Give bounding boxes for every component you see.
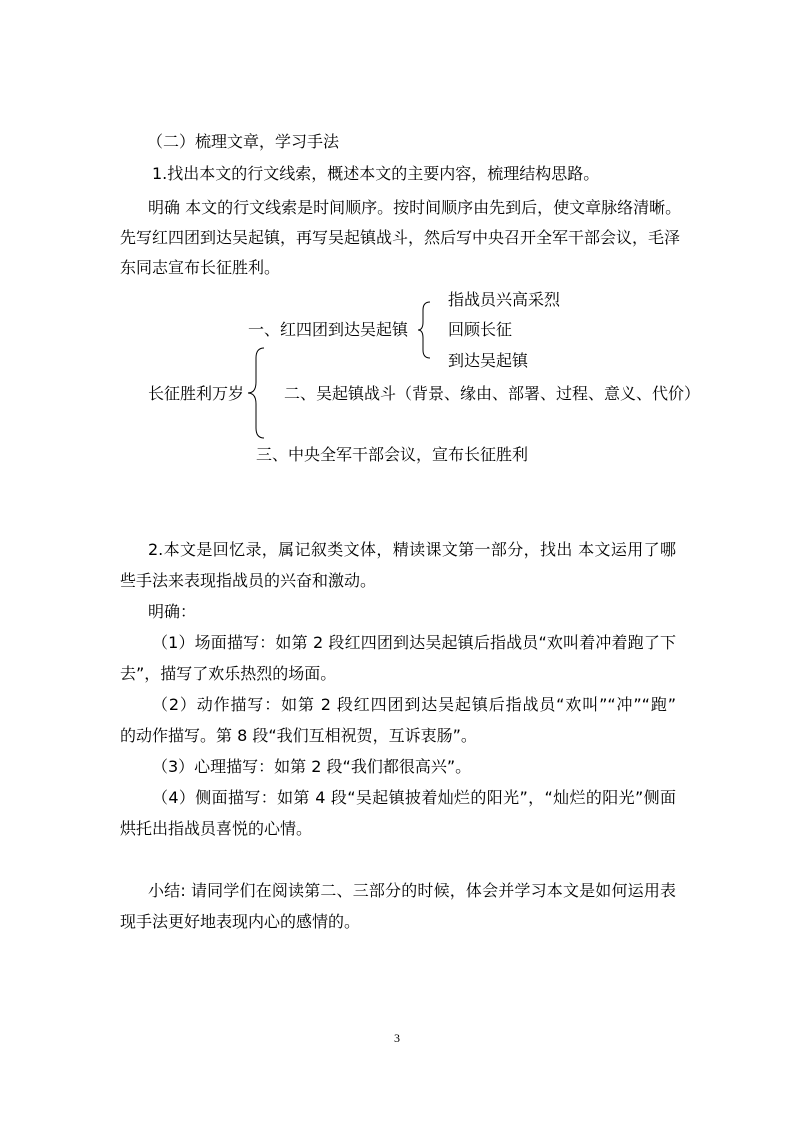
answer-1-line-2: 先写红四团到达吴起镇，再写吴起镇战斗，然后写中央召开全军干部会议，毛泽: [120, 228, 681, 247]
page-number: 3: [394, 1031, 400, 1045]
question-2-line-2: 些手法来表现指战员的兴奋和激动。: [120, 571, 377, 590]
section-heading: （二）梳理文章，学习手法: [147, 132, 340, 151]
point-2-line-2: 的动作描写。第 8 段“我们互相祝贺，互诉衷肠”。: [120, 726, 477, 745]
point-1-line-2: 去”，描写了欢乐热烈的场面。: [120, 664, 337, 683]
outline-part-2: 二、吴起镇战斗（背景、缘由、部署、过程、意义、代价）: [284, 384, 701, 403]
outline-sub-2: 回顾长征: [448, 320, 513, 339]
answer-1-line-1: 明确 本文的行文线索是时间顺序。按时间顺序由先到后，使文章脉络清晰。: [148, 198, 682, 217]
outline-sub-3: 到达吴起镇: [448, 351, 529, 370]
large-brace-icon: [244, 346, 266, 440]
answer-2-label: 明确：: [148, 602, 197, 621]
outline-root: 长征胜利万岁: [148, 384, 245, 403]
point-4-line-1: （4）侧面描写：如第 4 段“吴起镇披着灿烂的阳光”，“灿烂的阳光”侧面: [152, 788, 676, 807]
outline-part-3: 三、中央全军干部会议，宣布长征胜利: [256, 445, 529, 464]
question-1: 1.找出本文的行文线索，概述本文的主要内容，梳理结构思路。: [152, 164, 600, 183]
summary-line-1: 小结: 请同学们在阅读第二、三部分的时候，体会并学习本文是如何运用表: [148, 881, 676, 900]
summary-line-2: 现手法更好地表现内心的感情的。: [120, 912, 361, 931]
outline-part-1: 一、红四团到达吴起镇: [248, 320, 409, 339]
point-3-line-1: （3）心理描写：如第 2 段“我们都很高兴”。: [152, 757, 472, 776]
answer-1-line-3: 东同志宣布长征胜利。: [120, 258, 281, 277]
small-brace-icon: [418, 300, 434, 360]
point-4-line-2: 烘托出指战员喜悦的心情。: [120, 819, 313, 838]
outline-sub-1: 指战员兴高采烈: [448, 290, 561, 309]
point-1-line-1: （1）场面描写：如第 2 段红四团到达吴起镇后指战员“欢叫着冲着跑了下: [152, 633, 676, 652]
point-2-line-1: （2）动作描写：如第 2 段红四团到达吴起镇后指战员“欢叫”“冲”“跑”: [152, 695, 676, 714]
question-2-line-1: 2.本文是回忆录，属记叙类文体，精读课文第一部分，找出 本文运用了哪: [148, 540, 676, 559]
